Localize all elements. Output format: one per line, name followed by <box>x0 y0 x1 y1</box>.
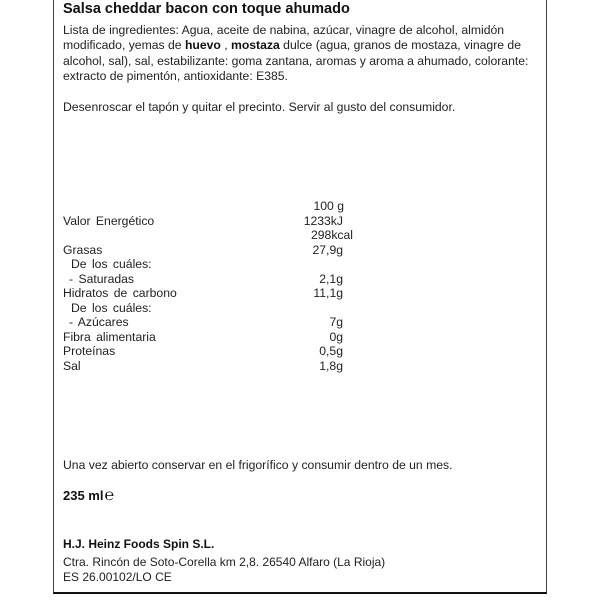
company-details <box>63 555 385 585</box>
nutrition-value: 1233kJ <box>303 213 343 228</box>
nutrition-label: Hidratos de carbono <box>63 286 177 300</box>
net-volume <box>63 487 114 505</box>
nutrition-row <box>63 315 353 330</box>
nutrition-label: De los cuáles: <box>71 257 152 271</box>
nutrition-label: Grasas <box>63 242 103 257</box>
nutrition-row <box>63 272 353 287</box>
nutrition-value: 1,8g <box>319 358 343 373</box>
nutrition-row <box>63 257 353 272</box>
nutrition-header-row <box>63 199 353 214</box>
nutrition-value: 11,1g <box>313 286 343 300</box>
nutrition-label: Valor Energético <box>63 213 155 228</box>
nutrition-value: 298kcal <box>310 228 353 242</box>
ingredients-list <box>63 23 533 84</box>
nutrition-label: - Azúcares <box>69 315 129 329</box>
nutrition-row <box>63 228 353 243</box>
usage-instructions: Desenroscar el tapón y quitar el precinto. Servir al gusto del consumidor. <box>63 100 456 114</box>
nutrition-row <box>63 330 353 345</box>
nutrition-header: 100 g <box>313 199 344 213</box>
company-address: Ctra. Rincón de Soto-Corella km 2,8. 26540 Alfaro (La Rioja) <box>63 555 386 569</box>
product-title: Salsa cheddar bacon con toque ahumado <box>63 1 350 17</box>
estimated-sign-icon: ℮ <box>104 487 115 504</box>
nutrition-value: 0g <box>329 329 343 344</box>
nutrition-label: Fibra alimentaria <box>63 329 156 344</box>
nutrition-label: Proteínas <box>63 344 116 358</box>
nutrition-row <box>63 301 353 316</box>
nutrition-value: 7g <box>329 315 343 329</box>
ingredients-text-3: dulce (agua, granos de mostaza, vinagre de alcohol, sal), sal, estabilizante: goma zantana, aromas y aroma a ahumado, colorante: extracto de pimentón, antioxidante: E385. <box>63 38 529 83</box>
storage-instructions: Una vez abierto conservar en el frigorífico y consumir dentro de un mes. <box>63 458 453 472</box>
allergen-mostaza: mostaza <box>231 38 280 53</box>
nutrition-value: 0,5g <box>319 344 343 358</box>
nutrition-row <box>63 286 353 301</box>
ingredients-text-1: Lista de ingredientes: Agua, aceite de nabina, azúcar, vinagre de alcohol, almidón modificado, yemas de <box>63 23 505 53</box>
nutrition-table <box>63 199 353 373</box>
allergen-huevo: huevo <box>184 38 221 53</box>
volume-amount: 235 ml <box>63 488 104 503</box>
company-name: H.J. Heinz Foods Spin S.L. <box>63 537 215 551</box>
nutrition-value: 2,1g <box>319 271 343 286</box>
nutrition-row <box>63 344 353 359</box>
nutrition-label: - Saturadas <box>69 271 135 286</box>
nutrition-label: De los cuáles: <box>71 300 152 315</box>
registry-code: ES 26.00102/LO CE <box>63 570 172 584</box>
nutrition-row <box>63 359 353 374</box>
nutrition-row <box>63 243 353 258</box>
nutrition-label: Sal <box>63 358 81 373</box>
nutrition-row <box>63 214 353 229</box>
ingredients-text-2: , <box>220 38 231 53</box>
nutrition-value: 27,9g <box>312 242 343 257</box>
